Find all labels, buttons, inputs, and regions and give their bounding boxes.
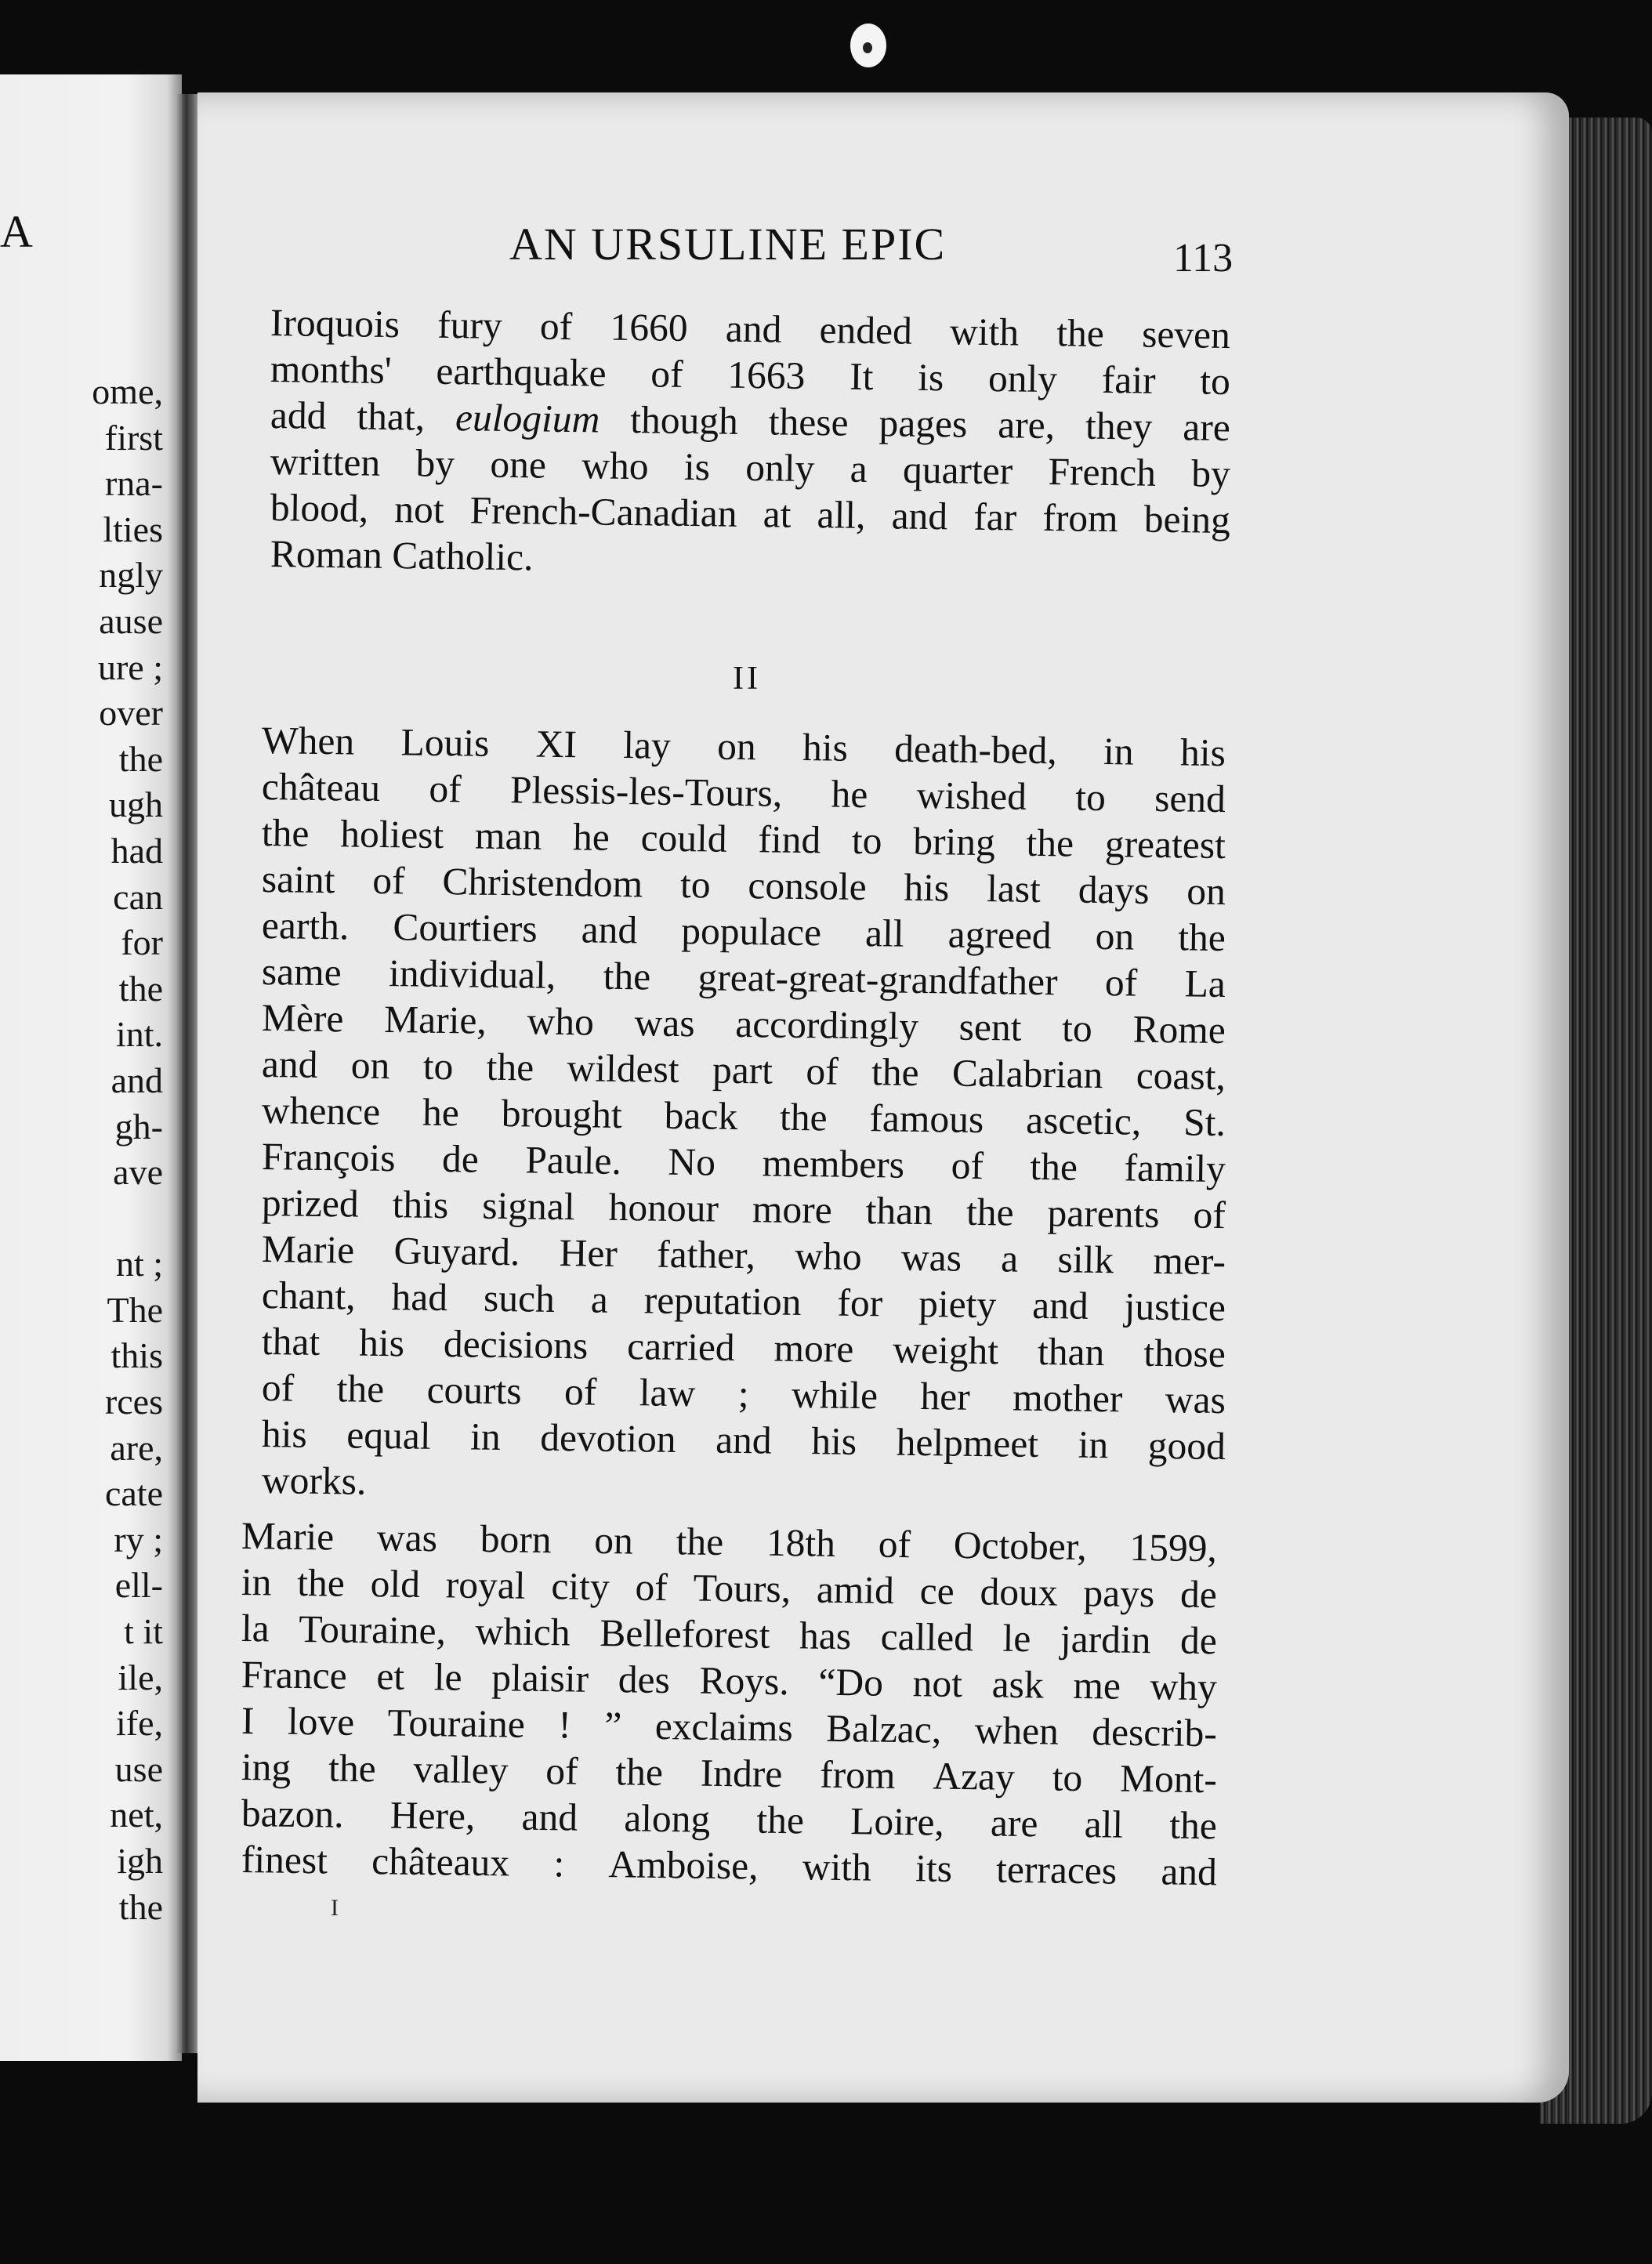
paragraph-continuation bbox=[270, 299, 1230, 577]
left-page-line: for bbox=[121, 922, 163, 963]
left-page-line: lties bbox=[103, 509, 163, 549]
left-page-line: net, bbox=[110, 1795, 163, 1835]
text-line: blood, not French-Canadian at all, and far from being bbox=[270, 486, 1231, 542]
left-page-line: ome, bbox=[92, 371, 163, 411]
text-line: chant, had such a reputation for piety and justice bbox=[261, 1273, 1226, 1330]
left-page-line: int. bbox=[115, 1014, 163, 1055]
text-line: whence he brought back the famous ascetic, St. bbox=[261, 1089, 1226, 1145]
page-number: 113 bbox=[1173, 236, 1234, 281]
text-line: that his decisions carried more weight than those bbox=[261, 1320, 1226, 1376]
text-line: château of Plessis-les-Tours, he wished to send bbox=[261, 765, 1226, 821]
text-line: the holiest man he could find to bring the greatest bbox=[261, 811, 1226, 868]
signature-mark: I bbox=[331, 1895, 339, 1921]
left-page-line: cate bbox=[104, 1473, 163, 1514]
text-line: Marie was born on the 18th of October, 1599, bbox=[241, 1514, 1218, 1570]
left-page-line: ngly bbox=[99, 555, 163, 596]
left-page-line: first bbox=[104, 417, 163, 458]
text-line: Mère Marie, who was accordingly sent to Rome bbox=[261, 996, 1226, 1052]
running-head: AN URSULINE EPIC bbox=[509, 219, 947, 270]
text-line: Marie Guyard. Her father, who was a silk mer- bbox=[261, 1227, 1226, 1284]
left-page-line: t it bbox=[124, 1611, 163, 1652]
text-line: When Louis XI lay on his death-bed, in his bbox=[261, 719, 1226, 775]
text-line: works. bbox=[261, 1458, 367, 1503]
left-page-line-endings bbox=[92, 369, 163, 1930]
left-page-line: ure ; bbox=[97, 647, 163, 687]
text-line: same individual, the great-great-grandfather of La bbox=[261, 950, 1226, 1006]
left-page-line: over bbox=[99, 693, 163, 734]
text-line: of the courts of law ; while her mother was bbox=[261, 1366, 1226, 1422]
text-line: in the old royal city of Tours, amid ce doux pays de bbox=[241, 1560, 1218, 1617]
text-line: months' earthquake of 1663 It is only fair to bbox=[270, 347, 1231, 404]
left-page-line: the bbox=[118, 738, 163, 779]
text-line: France et le plaisir des Roys. “Do not ask me why bbox=[241, 1653, 1218, 1709]
left-page-line: ife, bbox=[115, 1703, 163, 1744]
left-page-line: nt ; bbox=[115, 1244, 163, 1284]
text-line: his equal in devotion and his helpmeet in good bbox=[261, 1412, 1226, 1469]
left-page-line: had bbox=[110, 830, 163, 871]
text-line: and on to the wildest part of the Calabrian coast, bbox=[261, 1042, 1226, 1099]
text-line: François de Paule. No members of the family bbox=[261, 1135, 1226, 1191]
left-page-line: this bbox=[110, 1335, 163, 1376]
left-page-line: the bbox=[118, 968, 163, 1009]
paragraph-marie-born bbox=[241, 1512, 1218, 1894]
text-line: la Touraine, which Belleforest has called le jardin de bbox=[241, 1607, 1218, 1663]
scan-top-mark bbox=[850, 24, 886, 67]
text-line: Iroquois fury of 1660 and ended with the seven bbox=[270, 301, 1231, 357]
text-line: finest châteaux : Amboise, with its terraces and bbox=[241, 1838, 1218, 1894]
left-page-line: are, bbox=[110, 1427, 163, 1468]
left-page-line: can bbox=[113, 876, 163, 917]
text-line: ing the valley of the Indre from Azay to Mont- bbox=[241, 1745, 1218, 1802]
left-page-line: ry ; bbox=[114, 1519, 163, 1559]
left-page-line: ave bbox=[113, 1152, 163, 1193]
left-page-line: The bbox=[107, 1289, 163, 1330]
text-line: written by one who is only a quarter French by bbox=[270, 440, 1231, 496]
section-number: II bbox=[733, 661, 761, 697]
text-line: I love Touraine ! ” exclaims Balzac, when describ- bbox=[241, 1699, 1218, 1755]
left-page-line: gh- bbox=[114, 1106, 163, 1146]
text-line: earth. Courtiers and populace all agreed on the bbox=[261, 904, 1226, 960]
left-facing-page bbox=[0, 74, 182, 2061]
left-page-line: use bbox=[114, 1748, 163, 1789]
paragraph-louis-xi bbox=[262, 717, 1226, 1503]
left-page-line bbox=[92, 1196, 163, 1242]
left-page-line: ell- bbox=[114, 1565, 163, 1606]
left-page-heading-fragment: A bbox=[0, 206, 33, 257]
left-page-line: and bbox=[110, 1060, 163, 1100]
left-page-line: igh bbox=[117, 1841, 163, 1881]
left-page-line: ause bbox=[99, 600, 163, 641]
left-page-line: rces bbox=[104, 1382, 163, 1422]
left-page-line: the bbox=[118, 1886, 163, 1927]
left-page-line: ile, bbox=[118, 1657, 163, 1697]
text-line: prized this signal honour more than the parents of bbox=[261, 1181, 1226, 1237]
left-page-line: rna- bbox=[104, 463, 163, 504]
text-line: saint of Christendom to console his last days on bbox=[261, 857, 1226, 914]
text-line: Roman Catholic. bbox=[270, 532, 534, 579]
left-page-line: ugh bbox=[109, 784, 163, 825]
text-line: add that, eulogium though these pages are, they are bbox=[270, 393, 1231, 450]
text-line: bazon. Here, and along the Loire, are all the bbox=[241, 1791, 1218, 1848]
